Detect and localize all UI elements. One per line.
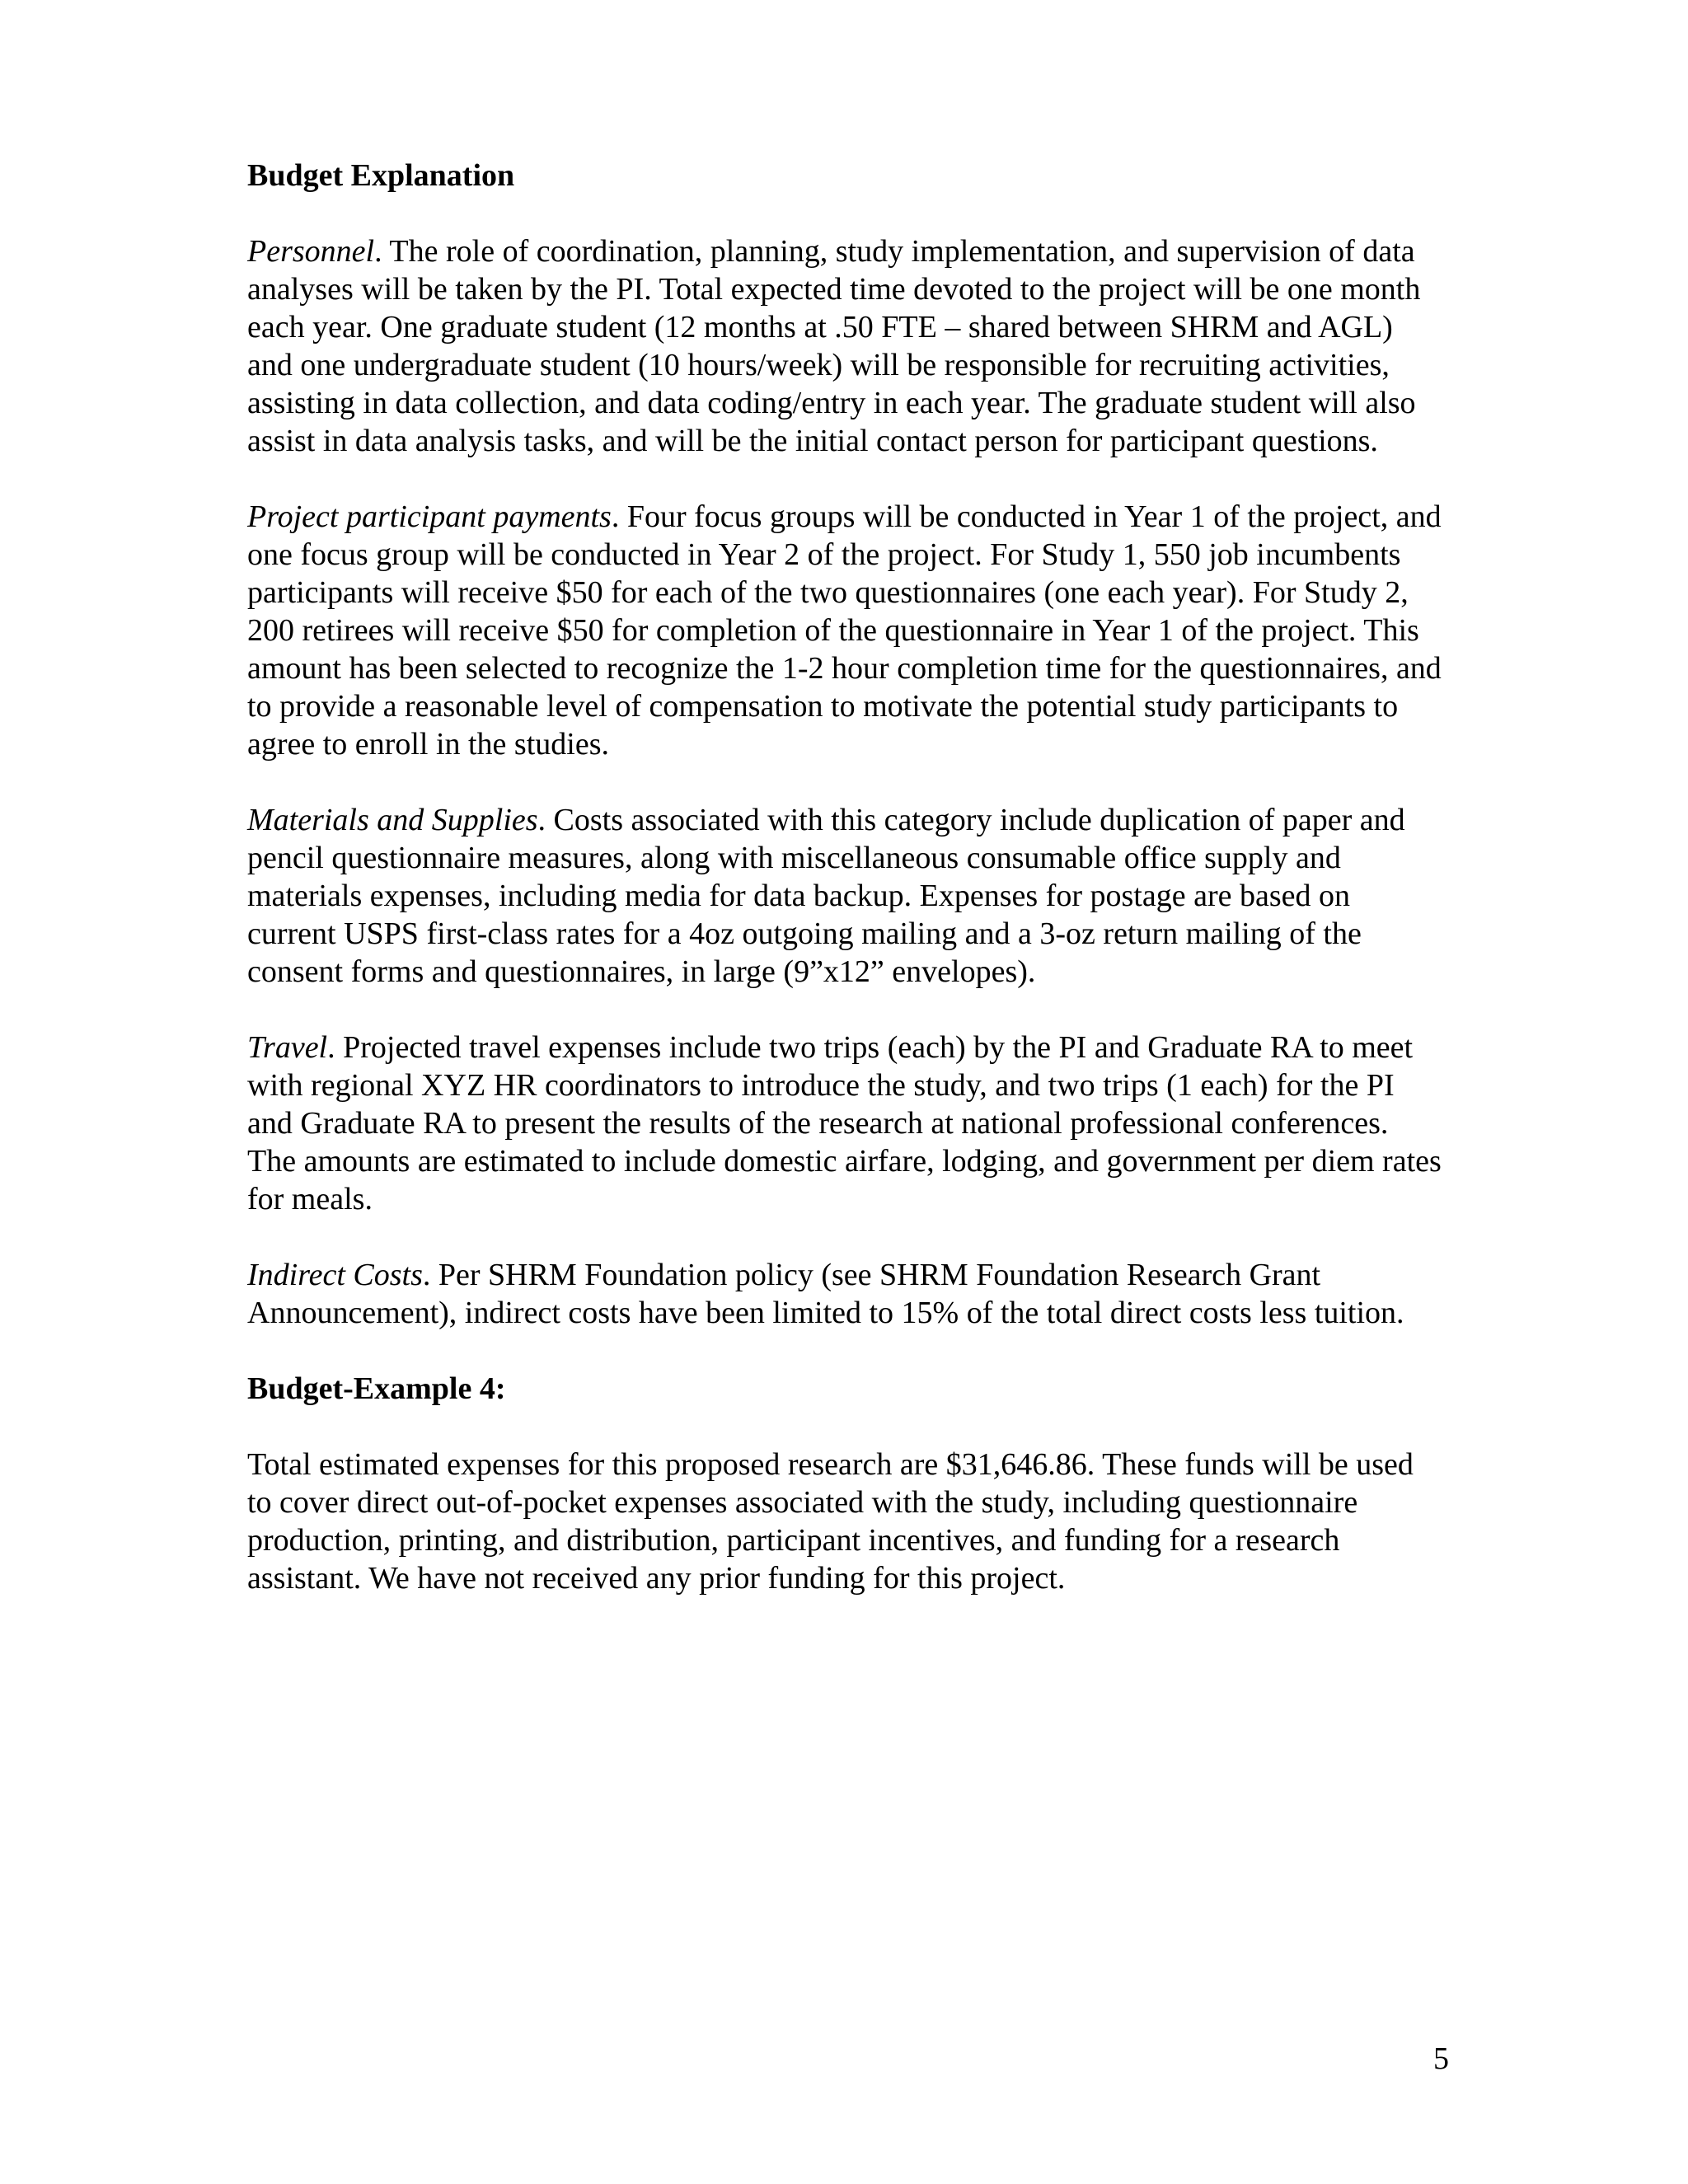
- section-personnel: Personnel. The role of coordination, planning, study implementation, and supervision of data analyses will be taken by the PI. Total expected time devoted to the project will be one month each year. One graduate student (12 months at .50 FTE – shared between SHRM and AGL) and one undergraduate student (10 hours/week) will be responsible for recruiting activities, assisting in data collection, and data coding/entry in each year. The graduate student will also assist in data analysis tasks, and will be the initial contact person for participant questions.: [247, 234, 1421, 458]
- section-indirect-costs: Indirect Costs. Per SHRM Foundation policy (see SHRM Foundation Research Grant Announcement), indirect costs have been limited to 15% of the total direct costs less tuition.: [247, 1258, 1404, 1330]
- page-title: Budget Explanation: [247, 158, 515, 193]
- section-lead: Project participant payments: [247, 499, 612, 534]
- section-text: Projected travel expenses include two trips (each) by the PI and Graduate RA to meet with regional XYZ HR coordinators to introduce the study, and two trips (1 each) for the PI and Graduate RA to present the results of the research at national professional conferences. The amounts are estimated to include domestic airfare, lodging, and government per diem rates for meals.: [247, 1030, 1442, 1216]
- section-text: Per SHRM Foundation policy (see SHRM Foundation Research Grant Announcement), indirect costs have been limited to 15% of the total direct costs less tuition.: [247, 1258, 1404, 1330]
- section-lead: Materials and Supplies: [247, 803, 538, 837]
- section-text: Four focus groups will be conducted in Year 1 of the project, and one focus group will be conducted in Year 2 of the project. For Study 1, 550 job incumbents participants will receive $50 for each of the two questionnaires (one each year). For Study 2, 200 retirees will receive $50 for completion of the questionnaire in Year 1 of the project. This amount has been selected to recognize the 1-2 hour completion time for the questionnaires, and to provide a reasonable level of compensation to motivate the potential study participants to agree to enroll in the studies.: [247, 499, 1442, 762]
- section-lead: Travel: [247, 1030, 328, 1065]
- section-lead: Indirect Costs: [247, 1258, 423, 1292]
- section-text: The role of coordination, planning, study implementation, and supervision of data analyses will be taken by the PI. Total expected time devoted to the project will be one month each year. One graduate student (12 months at .50 FTE – shared between SHRM and AGL) and one undergraduate student (10 hours/week) will be responsible for recruiting activities, assisting in data collection, and data coding/entry in each year. The graduate student will also assist in data analysis tasks, and will be the initial contact person for participant questions.: [247, 234, 1421, 458]
- page-number: 5: [1433, 2041, 1449, 2076]
- example-heading: Budget-Example 4:: [247, 1371, 506, 1406]
- section-participant-payments: Project participant payments. Four focus groups will be conducted in Year 1 of the project, and one focus group will be conducted in Year 2 of the project. For Study 1, 550 job incumbents participants will receive $50 for each of the two questionnaires (one each year). For Study 2, 200 retirees will receive $50 for completion of the questionnaire in Year 1 of the project. This amount has been selected to recognize the 1-2 hour completion time for the questionnaires, and to provide a reasonable level of compensation to motivate the potential study participants to agree to enroll in the studies.: [247, 499, 1442, 762]
- section-travel: Travel. Projected travel expenses include two trips (each) by the PI and Graduate RA to meet with regional XYZ HR coordinators to introduce the study, and two trips (1 each) for the PI and Graduate RA to present the results of the research at national professional conferences. The amounts are estimated to include domestic airfare, lodging, and government per diem rates for meals.: [247, 1030, 1442, 1216]
- example-text: Total estimated expenses for this proposed research are $31,646.86. These funds will be used to cover direct out-of-pocket expenses associated with the study, including questionnaire production, printing, and distribution, participant incentives, and funding for a research assistant. We have not received any prior funding for this project.: [247, 1447, 1414, 1596]
- section-lead: Personnel: [247, 234, 375, 269]
- document-page: [247, 157, 1442, 1635]
- section-materials-supplies: Materials and Supplies. Costs associated with this category include duplication of paper and pencil questionnaire measures, along with miscellaneous consumable office supply and materials expenses, including media for data backup. Expenses for postage are based on current USPS first-class rates for a 4oz outgoing mailing and a 3-oz return mailing of the consent forms and questionnaires, in large (9”x12” envelopes).: [247, 803, 1405, 989]
- section-text: Costs associated with this category include duplication of paper and pencil questionnaire measures, along with miscellaneous consumable office supply and materials expenses, including media for data backup. Expenses for postage are based on current USPS first-class rates for a 4oz outgoing mailing and a 3-oz return mailing of the consent forms and questionnaires, in large (9”x12” envelopes).: [247, 803, 1405, 989]
